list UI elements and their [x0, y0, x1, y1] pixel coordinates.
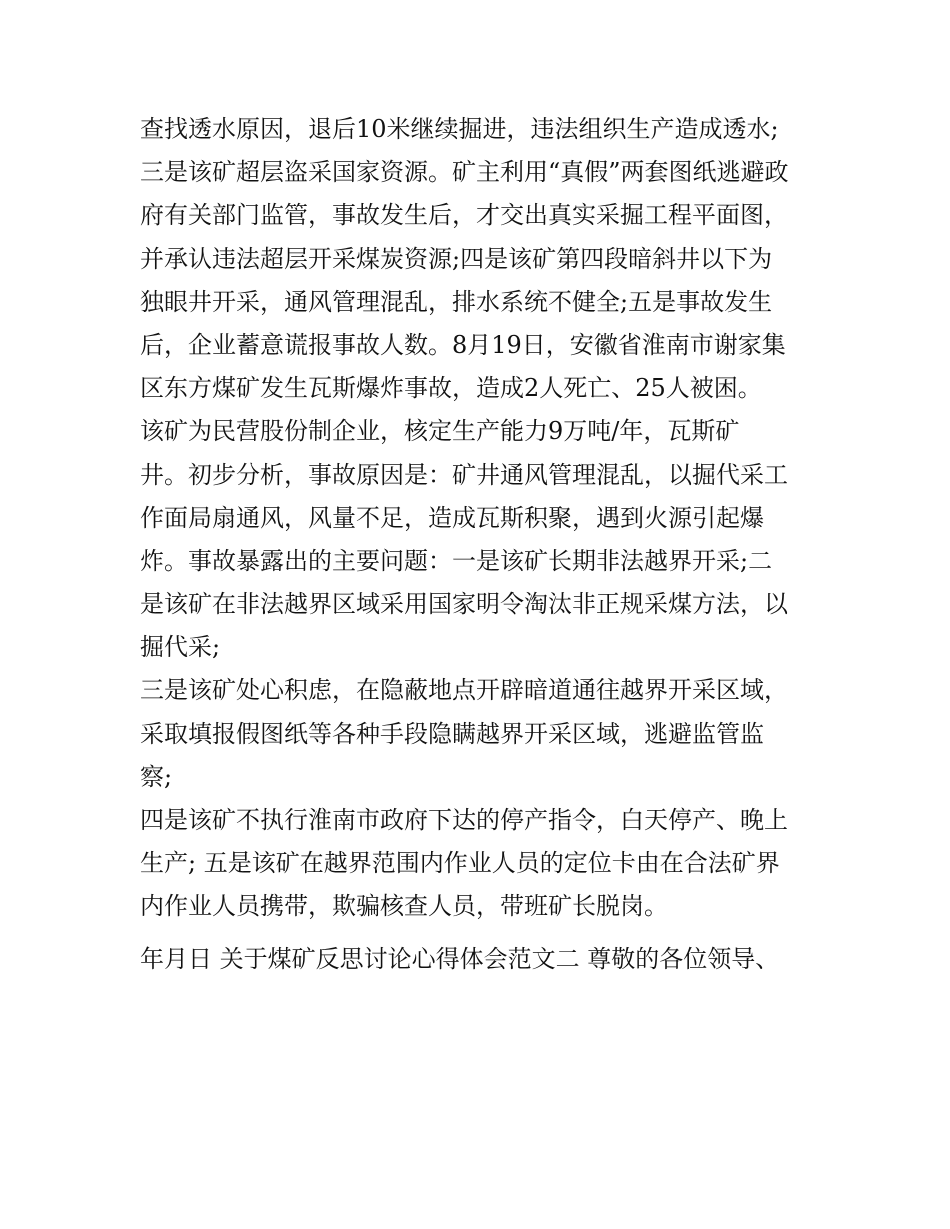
text-line-8: 该矿为民营股份制企业，核定生产能力9万吨/年，瓦斯矿 [140, 417, 740, 446]
text-line-10: 作面局扇通风，风量不足，造成瓦斯积聚，遇到火源引起爆 [140, 503, 764, 532]
text-line-19: 内作业人员携带，欺骗核查人员，带班矿长脱岗。 [140, 892, 668, 921]
text-line-2: 三是该矿超层盗采国家资源。矿主利用“真假”两套图纸逃避政 [140, 158, 789, 187]
text-line-4: 并承认违法超层开采煤炭资源;四是该矿第四段暗斜井以下为 [140, 244, 773, 273]
text-line-1: 查找透水原因，退后10米继续掘进，违法组织生产造成透水; [140, 115, 779, 143]
text-line-17: 四是该矿不执行淮南市政府下达的停产指令，白天停产、晚上 [140, 806, 788, 834]
text-line-9: 井。初步分析，事故原因是：矿井通风管理混乱，以掘代采工 [140, 460, 788, 489]
text-line-5: 独眼井开采，通风管理混乱，排水系统不健全;五是事故发生 [140, 287, 773, 316]
text-line-3: 府有关部门监管，事故发生后，才交出真实采掘工程平面图， [140, 201, 788, 230]
text-line-7: 区东方煤矿发生瓦斯爆炸事故，造成2人死亡、25人被困。 [140, 374, 762, 403]
text-line-11: 炸。事故暴露出的主要问题：一是该矿长期非法越界开采;二 [140, 546, 773, 575]
text-line-20: 年月日 关于煤矿反思讨论心得体会范文二 尊敬的各位领导、 [140, 944, 780, 973]
text-line-12: 是该矿在非法越界区域采用国家明令淘汰非正规采煤方法，以 [140, 590, 788, 619]
text-line-13: 掘代采; [140, 633, 221, 662]
text-line-6: 后，企业蓄意谎报事故人数。8月19日，安徽省淮南市谢家集 [140, 330, 786, 359]
document-body [140, 108, 820, 981]
text-line-14: 三是该矿处心积虑，在隐蔽地点开辟暗道通往越界开采区域， [140, 676, 788, 705]
text-line-16: 察; [140, 762, 173, 791]
text-line-18: 生产; 五是该矿在越界范围内作业人员的定位卡由在合法矿界 [140, 849, 780, 878]
text-line-15: 采取填报假图纸等各种手段隐瞒越界开采区域，逃避监管监 [140, 719, 764, 748]
